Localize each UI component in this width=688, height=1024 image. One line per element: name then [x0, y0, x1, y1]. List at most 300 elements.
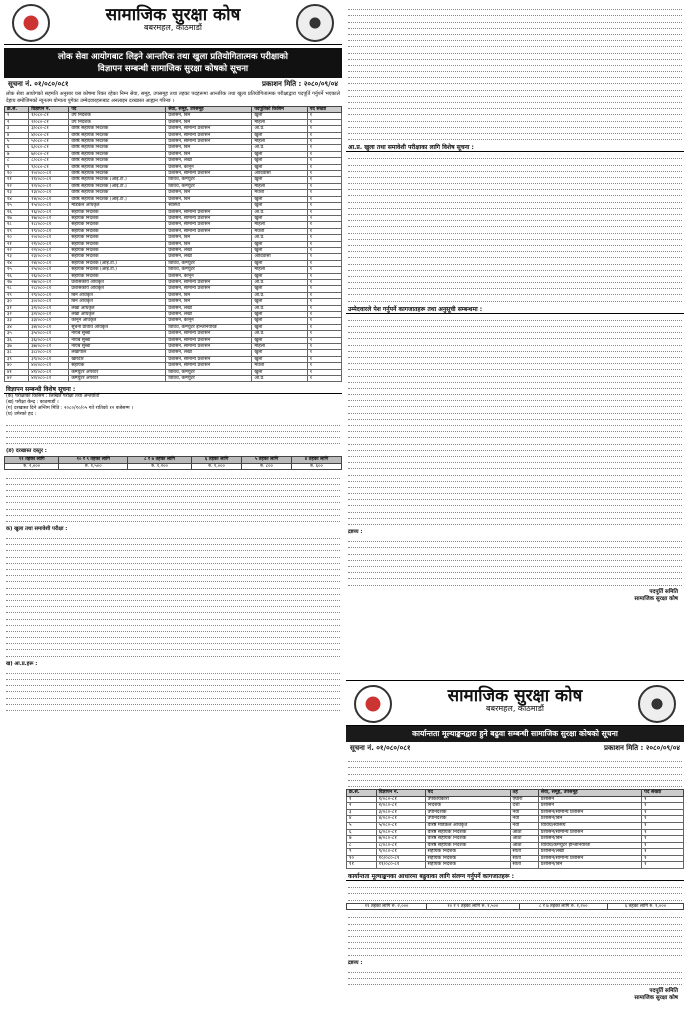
- cell-ad: ४/०८०-८१: [376, 816, 425, 823]
- fee-value: रु. १,०००: [192, 463, 242, 470]
- table-row: [347, 849, 684, 856]
- cell-ad: २९/०८०-८१: [29, 292, 69, 298]
- cell-count: १: [307, 139, 341, 145]
- cell-ad: ३२/०८०-८१: [29, 312, 69, 318]
- cell-post: उप निर्देशक: [69, 113, 166, 119]
- cell-group: प्रशासन, कानून: [166, 318, 252, 324]
- cell-type: खुला: [252, 312, 307, 318]
- cell-post: वरिष्ठ सहायक निर्देशक: [69, 139, 166, 145]
- cell-count: १: [307, 312, 341, 318]
- cell-ad: ८/०८०-८१: [29, 158, 69, 164]
- cell-post: प्रशासकीय अधिकृत: [69, 279, 166, 285]
- cell-group: प्रशासन/सामान्य प्रशासन: [538, 855, 641, 862]
- cell-ad: १४/०८०-८१: [29, 196, 69, 202]
- cell-level: सातौं: [510, 862, 538, 869]
- cell-group: विविध/कम्प्युटर इन्जिनियरिङ: [538, 842, 641, 849]
- fee-value: रु. १,२००: [128, 463, 192, 470]
- ad-info-item: (घ) उमेरको हद :: [6, 412, 37, 418]
- cell-type: मधेशी: [252, 363, 307, 369]
- notice-intro: लोक सेवा आयोगको सहमति अनुसार यस कोषमा रिक्त रहेका निम्न सेवा, समूह, उपसमूह तथा तहका पदहरूमा आन्तरिक तथा खुला प्रतियोगितात्मक परीक्षाद्वारा पदपूर्ति गर्नुपर्ने भएकाले देहाय बमोजिमको न्यूनतम योग्यता पुगेका उम्मेदवारहरूबाट अनलाइन दरखास्त आह्वान गरिन्छ ।: [6, 91, 340, 104]
- cell-ad: २८/०८०-८१: [29, 286, 69, 292]
- cell-type: महिला: [252, 183, 307, 189]
- cell-type: खुला: [252, 203, 307, 209]
- cell-group: विविध, कम्प्युटर: [166, 183, 252, 189]
- fee-header: ५ तहका लागि: [242, 457, 292, 464]
- cell-type: आ.प्र.: [252, 376, 307, 382]
- cell-post: सहायक निर्देशक: [69, 235, 166, 241]
- qualification-text: [348, 4, 682, 140]
- table-row: [347, 803, 684, 810]
- cell-n: ३८: [5, 350, 29, 356]
- cell-post: सहायक निर्देशक: [425, 849, 510, 856]
- promotion-docs-text: [348, 882, 682, 901]
- cell-level: आठौं: [510, 829, 538, 836]
- fee-table: [4, 456, 342, 470]
- cell-n: ३५: [5, 331, 29, 337]
- cell-ad: ३४/०८०-८१: [29, 324, 69, 330]
- cell-group: विविध, कम्प्युटर: [166, 369, 252, 375]
- cell-post: सहायक निर्देशक (आई.टी.): [69, 267, 166, 273]
- cell-n: १९: [5, 228, 29, 234]
- cell-post: वरिष्ठ सहायक निर्देशक (आई.टी.): [69, 196, 166, 202]
- cell-group: प्रशासन, सामान्य प्रशासन: [166, 132, 252, 138]
- cell-group: प्रशासन, कानून: [166, 164, 252, 170]
- ad-info-item: (ग) दरखास्त दिने अन्तिम मिति : २०८०/१०/०५ गते रातिको १२ बजेसम्म ।: [6, 406, 134, 412]
- cell-post: सहायक निर्देशक: [69, 215, 166, 221]
- cell-ad: ९/०८०-८१: [29, 164, 69, 170]
- right-column: [346, 0, 684, 605]
- masthead: [4, 0, 342, 45]
- cell-type: मधेशी: [252, 190, 307, 196]
- cell-group: प्रशासन, बिन: [166, 145, 252, 151]
- cell-type: आ.प्र.: [252, 292, 307, 298]
- cell-ad: ३१/०८०-८१: [29, 305, 69, 311]
- cell-count: १: [307, 318, 341, 324]
- cell-count: २: [307, 215, 341, 221]
- ad-info-heading: विज्ञापन सम्बन्धी विशेष सूचना :: [4, 385, 342, 394]
- cell-count: १: [307, 299, 341, 305]
- cell-level: एघारौं: [510, 796, 538, 803]
- cell-type: आदिवासी: [252, 254, 307, 260]
- cell-ad: ३/०८०-८१: [29, 126, 69, 132]
- cell-post: सहायक निर्देशक: [425, 855, 510, 862]
- cell-post: लेखा अधिकृत: [69, 305, 166, 311]
- cell-count: १: [307, 190, 341, 196]
- cell-n: २१: [5, 241, 29, 247]
- cell-count: १: [307, 305, 341, 311]
- cell-ad: ११/०८०-८१: [376, 862, 425, 869]
- org-address: बबरमहल, काठमाडौं: [143, 23, 203, 32]
- cell-n: ३: [5, 126, 29, 132]
- cell-group: प्रशासन, बिन: [166, 235, 252, 241]
- cell-post: वरिष्ठ सहायक निर्देशक: [69, 145, 166, 151]
- cell-ad: ३३/०८०-८१: [29, 318, 69, 324]
- notice2-signature: [346, 986, 684, 1004]
- cell-count: १: [307, 273, 341, 279]
- cell-n: २०: [5, 235, 29, 241]
- cell-type: आ.प्र.: [252, 279, 307, 285]
- cell-post: वरिष्ठ सहायक निर्देशक: [425, 829, 510, 836]
- cell-type: महिला: [252, 119, 307, 125]
- cell-n: ९: [347, 849, 377, 856]
- cell-count: १: [307, 235, 341, 241]
- signatory: पदपूर्ति समिति: [649, 988, 678, 995]
- cell-post: मेडिकल अधिकृत: [69, 203, 166, 209]
- cell-group: प्रशासन, सामान्य प्रशासन: [166, 126, 252, 132]
- cell-group: प्रशासन, सामान्य प्रशासन: [166, 228, 252, 234]
- cell-level: सातौं: [510, 855, 538, 862]
- cell-count: १: [307, 126, 341, 132]
- cell-n: १०: [5, 171, 29, 177]
- cell-group: प्रशासन/बिन: [538, 816, 641, 823]
- cell-ad: ६/०८०-८१: [29, 145, 69, 151]
- fee-notes-text: [6, 472, 340, 522]
- cell-n: १०: [347, 855, 377, 862]
- cell-group: प्रशासन, सामान्य प्रशासन: [166, 337, 252, 343]
- cell-count: १: [307, 209, 341, 215]
- cell-group: स्वास्थ्य: [166, 203, 252, 209]
- cell-ad: ३/०८०-८१: [376, 809, 425, 816]
- ad-info-item: (ख) परीक्षा केन्द्र : काठमाडौं ।: [6, 400, 59, 406]
- cell-group: प्रशासन, सामान्य प्रशासन: [166, 139, 252, 145]
- cell-group: प्रशासन, लेखा: [166, 158, 252, 164]
- cell-ad: १७/०८०-८१: [29, 215, 69, 221]
- col-post: पद: [425, 789, 510, 796]
- cell-ad: ३८/०८०-८१: [29, 350, 69, 356]
- cell-n: २: [5, 119, 29, 125]
- cell-group: प्रशासन, सामान्य प्रशासन: [166, 286, 252, 292]
- cell-group: प्रशासन: [538, 796, 641, 803]
- cell-post: सहायक निर्देशक (आई.टी.): [69, 260, 166, 266]
- cell-group: प्रशासन, बिन: [166, 241, 252, 247]
- cell-group: प्रशासन, बिन: [166, 119, 252, 125]
- cell-count: १: [642, 829, 684, 836]
- cell-n: ४२: [5, 376, 29, 382]
- notice-number: सूचना नं. ०१/०८०/०८१: [8, 80, 69, 88]
- cell-type: खुला: [252, 196, 307, 202]
- promotion-fee: ११ तहका लागि रु. २,०००: [347, 903, 427, 910]
- cell-ad: ४१/०८०-८१: [29, 369, 69, 375]
- cell-group: प्रशासन/बिन: [538, 836, 641, 843]
- cell-ad: ४०/०८०-८१: [29, 363, 69, 369]
- cell-group: प्रशासन: [538, 803, 641, 810]
- fee-value: रु. २,०००: [5, 463, 59, 470]
- cell-type: खुला: [252, 273, 307, 279]
- cell-count: १: [307, 260, 341, 266]
- cell-group: प्रशासन, सामान्य प्रशासन: [166, 356, 252, 362]
- cell-count: १: [307, 344, 341, 350]
- cell-n: ४०: [5, 363, 29, 369]
- promotion-fee: ६ तहका लागि रु. १,०००: [607, 903, 683, 910]
- cell-post: उपनिर्देशक: [425, 816, 510, 823]
- cell-post: वरिष्ठ सहायक निर्देशक (आई.टी.): [69, 183, 166, 189]
- cell-type: खुला: [252, 247, 307, 253]
- cell-count: १: [642, 862, 684, 869]
- fee-value: रु. १,५००: [59, 463, 128, 470]
- cell-n: १: [347, 796, 377, 803]
- cell-n: १२: [5, 183, 29, 189]
- cell-n: ३१: [5, 305, 29, 311]
- cell-count: १: [307, 183, 341, 189]
- cell-type: आ.प्र.: [252, 145, 307, 151]
- banner-line-1: लोक सेवा आयोगबाट लिइने आन्तरिक तथा खुला प्रतियोगितात्मक परीक्षाको: [58, 52, 288, 62]
- signature-block: [346, 587, 684, 605]
- cell-post: वरिष्ठ सहायक निर्देशक: [69, 126, 166, 132]
- cell-post: लेखापाल: [69, 350, 166, 356]
- cell-level: नवौं: [510, 822, 538, 829]
- fee-header: १० र ९ तहका लागि: [59, 457, 128, 464]
- cell-group: प्रशासन, सामान्य प्रशासन: [166, 363, 252, 369]
- cell-ad: १०/०८०-८१: [29, 171, 69, 177]
- cell-n: ३६: [5, 337, 29, 343]
- cell-n: ४: [347, 816, 377, 823]
- table-row: [347, 822, 684, 829]
- col-service: सेवा, समूह, उपसमूह: [166, 107, 252, 113]
- cell-count: १: [307, 369, 341, 375]
- cell-count: १: [307, 132, 341, 138]
- cell-group: प्रशासन, लेखा: [166, 312, 252, 318]
- cell-post: सहायक: [69, 363, 166, 369]
- fee-header: ८ र ७ तहका लागि: [128, 457, 192, 464]
- cell-post: कानून अधिकृत: [69, 318, 166, 324]
- cell-type: महिला: [252, 139, 307, 145]
- cell-count: १: [307, 324, 341, 330]
- cell-post: वरिष्ठ सहायक निर्देशक: [69, 164, 166, 170]
- cell-group: प्रशासन, लेखा: [166, 350, 252, 356]
- cell-count: १: [307, 254, 341, 260]
- cell-group: विविध, कम्प्युटर: [166, 260, 252, 266]
- org-name: सामाजिक सुरक्षा कोष: [447, 686, 583, 706]
- cell-ad: ७/०८०-८१: [376, 836, 425, 843]
- col-sn: क्र.सं.: [347, 789, 377, 796]
- cell-type: खुला: [252, 151, 307, 157]
- cell-ad: ५/०८०-८१: [376, 822, 425, 829]
- cell-count: १: [642, 803, 684, 810]
- cell-post: बिन अधिकृत: [69, 292, 166, 298]
- fund-logo-icon: [296, 4, 334, 42]
- cell-n: ८: [347, 842, 377, 849]
- notice-date: प्रकाशन मिति : २०८०/०९/०४: [262, 80, 338, 88]
- table-row: [347, 796, 684, 803]
- cell-n: २३: [5, 254, 29, 260]
- cell-count: १: [307, 203, 341, 209]
- cell-type: खुला: [252, 286, 307, 292]
- cell-post: सहायक निर्देशक: [69, 254, 166, 260]
- cell-post: सूचना प्रविधि अधिकृत: [69, 324, 166, 330]
- cell-post: नायब सुब्बा: [69, 337, 166, 343]
- cell-post: वरिष्ठ सहायक निर्देशक: [425, 836, 510, 843]
- cell-post: उपनिर्देशक: [425, 809, 510, 816]
- notice2-number: सूचना नं. ०१/०८०/०८१: [350, 744, 411, 752]
- notice2-date: प्रकाशन मिति : २०८०/०९/०४: [604, 744, 680, 752]
- notice2-footnote-text: [348, 967, 682, 986]
- table-row: [347, 862, 684, 869]
- cell-ad: १/०८०-८१: [29, 113, 69, 119]
- col-ad-no: विज्ञापन नं.: [376, 789, 425, 796]
- cell-post: उपकार्यकारी: [425, 796, 510, 803]
- cell-type: खुला: [252, 164, 307, 170]
- cell-type: खुला: [252, 324, 307, 330]
- cell-post: वरिष्ठ सहायक निर्देशक (आई.टी.): [69, 177, 166, 183]
- cell-type: खुला: [252, 299, 307, 305]
- cell-n: ३९: [5, 356, 29, 362]
- cell-ad: ३५/०८०-८१: [29, 331, 69, 337]
- cell-post: बिन अधिकृत: [69, 299, 166, 305]
- cell-ad: ४/०८०-८१: [29, 132, 69, 138]
- cell-post: वरिष्ठ सहायक निर्देशक: [69, 171, 166, 177]
- cell-group: विविध, कम्प्युटर: [166, 177, 252, 183]
- cell-post: खरिदार: [69, 356, 166, 362]
- col-count: पद संख्या: [642, 789, 684, 796]
- cell-n: ३०: [5, 299, 29, 305]
- special-notice-heading: आ.प्र. खुला तथा समावेशी परीक्षाका लागि विशेष सूचना :: [346, 143, 684, 152]
- cell-n: २५: [5, 267, 29, 273]
- masthead-2: [346, 681, 684, 726]
- cell-n: ४: [5, 132, 29, 138]
- cell-n: ३७: [5, 344, 29, 350]
- table-row: [5, 376, 342, 382]
- promotion-fee: ८ र ७ तहका लागि रु. १,२००: [519, 903, 607, 910]
- cell-group: प्रशासन, लेखा: [166, 305, 252, 311]
- posts-table-body: [5, 113, 342, 382]
- col-level: तह: [510, 789, 538, 796]
- cell-count: १: [307, 164, 341, 170]
- cell-post: उप निर्देशक: [69, 119, 166, 125]
- cell-n: १३: [5, 190, 29, 196]
- cell-type: खुला: [252, 356, 307, 362]
- cell-type: खुला: [252, 350, 307, 356]
- cell-group: प्रशासन, सामान्य प्रशासन: [166, 222, 252, 228]
- promotion-fee-table: [346, 903, 684, 911]
- cell-type: खुला: [252, 337, 307, 343]
- cell-post: वरिष्ठ मेडिकल अधिकृत: [425, 822, 510, 829]
- cell-ad: ६/०८०-८१: [376, 829, 425, 836]
- cell-count: १: [307, 363, 341, 369]
- cell-ad: ४२/०८०-८१: [29, 376, 69, 382]
- signatory-org: सामाजिक सुरक्षा कोष: [634, 995, 678, 1002]
- cell-type: खुला: [252, 369, 307, 375]
- cell-n: ९: [5, 164, 29, 170]
- cell-count: १: [642, 822, 684, 829]
- candidate-docs-text: [348, 315, 682, 525]
- cell-ad: ५/०८०-८१: [29, 139, 69, 145]
- cell-type: खुला: [252, 318, 307, 324]
- requirements-heading: ख) आ.प्र.हरू :: [6, 660, 38, 667]
- cell-count: १: [307, 279, 341, 285]
- cell-ad: २६/०८०-८१: [29, 273, 69, 279]
- cell-post: वरिष्ठ सहायक निर्देशक: [69, 151, 166, 157]
- cell-ad: १०/०८०-८१: [376, 855, 425, 862]
- cell-type: महिला: [252, 344, 307, 350]
- cell-group: प्रशासन, सामान्य प्रशासन: [166, 279, 252, 285]
- cell-count: १: [307, 113, 341, 119]
- cell-post: नायब सुब्बा: [69, 344, 166, 350]
- cell-ad: ३९/०८०-८१: [29, 356, 69, 362]
- cell-ad: २/०८०-८१: [29, 119, 69, 125]
- cell-count: २: [307, 337, 341, 343]
- cell-ad: २५/०८०-८१: [29, 267, 69, 273]
- promotion-fee: १० र ९ तहका लागि रु. १,५००: [427, 903, 519, 910]
- cell-n: २८: [5, 286, 29, 292]
- cell-n: १७: [5, 215, 29, 221]
- cell-count: १: [307, 228, 341, 234]
- fund-logo-icon: [638, 685, 676, 723]
- cell-n: २७: [5, 279, 29, 285]
- cell-count: १: [307, 286, 341, 292]
- fee-header: ११ तहका लागि: [5, 457, 59, 464]
- cell-count: १: [307, 119, 341, 125]
- cell-group: प्रशासन, बिन: [166, 292, 252, 298]
- table-row: [347, 855, 684, 862]
- cell-n: २२: [5, 247, 29, 253]
- cell-type: आ.प्र.: [252, 305, 307, 311]
- fee-header: ६ तहका लागि: [192, 457, 242, 464]
- cell-ad: ३०/०८०-८१: [29, 299, 69, 305]
- cell-post: लेखा अधिकृत: [69, 312, 166, 318]
- cell-n: ४१: [5, 369, 29, 375]
- cell-group: प्रशासन/लेखा: [538, 849, 641, 856]
- cell-n: १८: [5, 222, 29, 228]
- cell-n: २४: [5, 260, 29, 266]
- fee-value: रु. ६००: [292, 463, 342, 470]
- cell-n: २: [347, 803, 377, 810]
- cell-n: ८: [5, 158, 29, 164]
- cell-ad: २/०८०-८१: [376, 803, 425, 810]
- cell-ad: १९/०८०-८१: [29, 228, 69, 234]
- cell-level: आठौं: [510, 836, 538, 843]
- cell-post: सहायक निर्देशक: [425, 862, 510, 869]
- notice2-meta: [346, 742, 684, 755]
- cell-count: १: [642, 836, 684, 843]
- ad-info-item: (क) परीक्षाको किसिम : लिखित परीक्षा तथा अन्तर्वार्ता: [6, 394, 100, 400]
- cell-group: प्रशासन/सामान्य प्रशासन: [538, 829, 641, 836]
- promotion-list-text: [348, 912, 682, 955]
- table-row: [347, 842, 684, 849]
- cell-ad: १५/०८०-८१: [29, 203, 69, 209]
- cell-ad: १६/०८०-८१: [29, 209, 69, 215]
- cell-group: प्रशासन, कानून: [166, 273, 252, 279]
- notice-banner: [4, 48, 342, 78]
- cell-post: वरिष्ठ सहायक निर्देशक: [425, 842, 510, 849]
- cell-group: प्रशासन, बिन: [166, 190, 252, 196]
- posts-table: [4, 106, 342, 382]
- cell-n: ६: [5, 145, 29, 151]
- cell-post: सहायक निर्देशक: [69, 241, 166, 247]
- cell-post: कम्प्युटर अपरेटर: [69, 369, 166, 375]
- cell-count: १: [307, 158, 341, 164]
- promotion-table-header: [347, 789, 684, 796]
- cell-group: प्रशासन/बिन: [538, 862, 641, 869]
- cell-count: १: [307, 171, 341, 177]
- cell-n: ३: [347, 809, 377, 816]
- cell-type: महिला: [252, 222, 307, 228]
- cell-post: सहायक निर्देशक: [69, 209, 166, 215]
- fee-value: रु. ८००: [242, 463, 292, 470]
- cell-count: १: [642, 849, 684, 856]
- cell-ad: ११/०८०-८१: [29, 177, 69, 183]
- syllabus-heading: क) खुला तथा समावेशी परीक्षा :: [6, 525, 68, 532]
- cell-ad: ७/०८०-८१: [29, 151, 69, 157]
- signatory: पदपूर्ति समिति: [649, 588, 678, 595]
- promotion-notice: [346, 680, 684, 1004]
- cell-n: ११: [347, 862, 377, 869]
- cell-count: १: [307, 376, 341, 382]
- cell-group: प्रशासन, सामान्य प्रशासन: [166, 215, 252, 221]
- cell-count: १: [307, 241, 341, 247]
- col-count: पद संख्या: [307, 107, 341, 113]
- cell-type: महिला: [252, 267, 307, 273]
- cell-post: प्रशासकीय अधिकृत: [69, 286, 166, 292]
